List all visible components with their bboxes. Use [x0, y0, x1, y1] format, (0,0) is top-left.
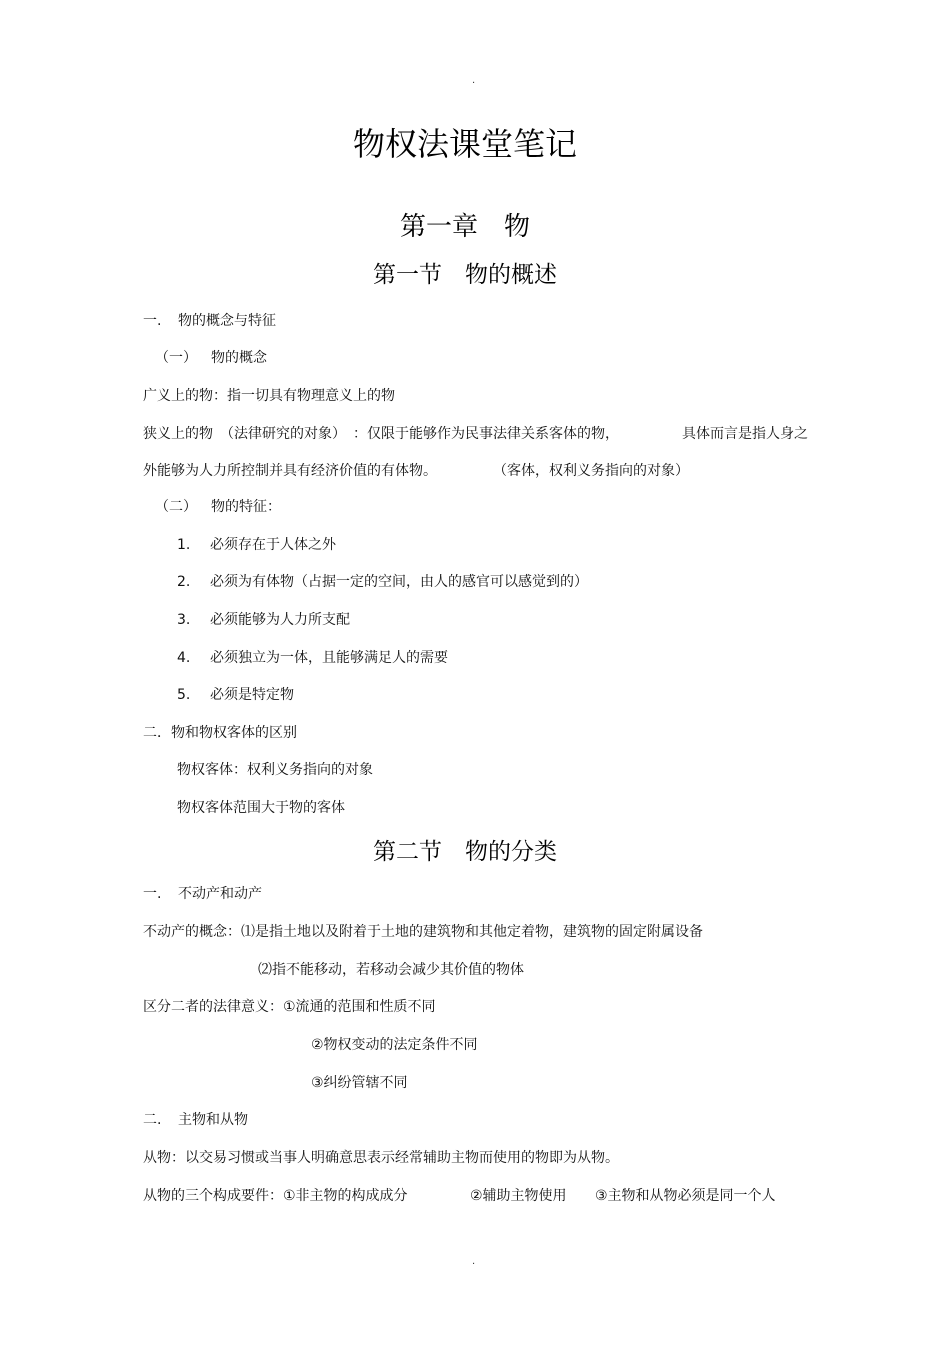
element-c: ③主物和从物必须是同一个人: [595, 1188, 776, 1204]
feature-number: 1.: [177, 537, 191, 553]
sub-number: （一）: [155, 350, 197, 366]
broad-definition: 广义上的物：指一切具有物理意义上的物: [143, 388, 395, 404]
feature-text: 必须为有体物（占据一定的空间，由人的感官可以感觉到的）: [210, 574, 588, 590]
accessory-elements: [143, 1186, 823, 1206]
section-heading-1: 第一节 物的概述: [373, 262, 557, 288]
feature-item: [177, 685, 677, 705]
accessory-definition: 从物：以交易习惯或当事人明确意思表示经常辅助主物而使用的物即为从物。: [143, 1150, 619, 1166]
part-title: 物的概念与特征: [178, 313, 276, 329]
narrow-definition-c: 外能够为人力所控制并具有经济价值的有体物。: [143, 463, 437, 479]
part-heading-realty: [143, 884, 343, 904]
realty-concept-2: ⑵指不能移动，若移动会减少其价值的物体: [258, 962, 524, 978]
part-title: 不动产和动产: [178, 886, 262, 902]
part-heading-difference: 二．物和物权客体的区别: [143, 725, 297, 741]
feature-number: 3.: [177, 612, 191, 628]
header-mark: .: [472, 75, 476, 86]
feature-item: [177, 610, 677, 630]
object-scope: 物权客体范围大于物的客体: [177, 800, 345, 816]
sub-title: 物的特征：: [211, 499, 281, 515]
part-number: 一.: [143, 886, 162, 902]
narrow-definition-a: 狭义上的物 （法律研究的对象） ：仅限于能够作为民事法律关系客体的物，: [143, 426, 619, 442]
footer-mark: .: [472, 1256, 476, 1267]
legal-meaning-2: ②物权变动的法定条件不同: [311, 1037, 478, 1053]
feature-number: 4.: [177, 650, 191, 666]
part-heading-accessory: [143, 1110, 343, 1130]
feature-number: 2.: [177, 574, 191, 590]
feature-text: 必须能够为人力所支配: [210, 612, 350, 628]
document-title: 物权法课堂笔记: [352, 125, 577, 163]
part-number: 一.: [143, 313, 162, 329]
chapter-heading: 第一章 物: [399, 212, 530, 242]
part-title: 主物和从物: [178, 1112, 248, 1128]
narrow-definition-d: （客体，权利义务指向的对象）: [493, 463, 689, 479]
feature-item: [177, 535, 677, 555]
feature-text: 必须是特定物: [210, 687, 294, 703]
part-heading-concept: [143, 311, 343, 331]
section-heading-2: 第二节 物的分类: [373, 839, 557, 865]
feature-text: 必须存在于人体之外: [210, 537, 336, 553]
legal-meaning-1: 区分二者的法律意义：①流通的范围和性质不同: [143, 999, 436, 1015]
narrow-definition-b: 具体而言是指人身之: [682, 426, 808, 442]
element-b: ②辅助主物使用: [470, 1188, 567, 1204]
realty-concept-1: 不动产的概念：⑴是指土地以及附着于土地的建筑物和其他定着物，建筑物的固定附属设备: [143, 924, 703, 940]
sub-number: （二）: [155, 499, 197, 515]
narrow-definition-line1: [143, 424, 823, 444]
part-number: 二.: [143, 1112, 162, 1128]
feature-item: [177, 572, 677, 592]
subheading-features: [155, 497, 355, 517]
narrow-definition-line2: [143, 461, 743, 481]
feature-number: 5.: [177, 687, 191, 703]
legal-meaning-3: ③纠纷管辖不同: [311, 1075, 408, 1091]
element-a: 从物的三个构成要件：①非主物的构成成分: [143, 1188, 408, 1204]
object-definition: 物权客体：权利义务指向的对象: [177, 762, 373, 778]
feature-item: [177, 648, 677, 668]
sub-title: 物的概念: [211, 350, 267, 366]
feature-text: 必须独立为一体，且能够满足人的需要: [210, 650, 448, 666]
subheading-concept: [155, 348, 355, 368]
